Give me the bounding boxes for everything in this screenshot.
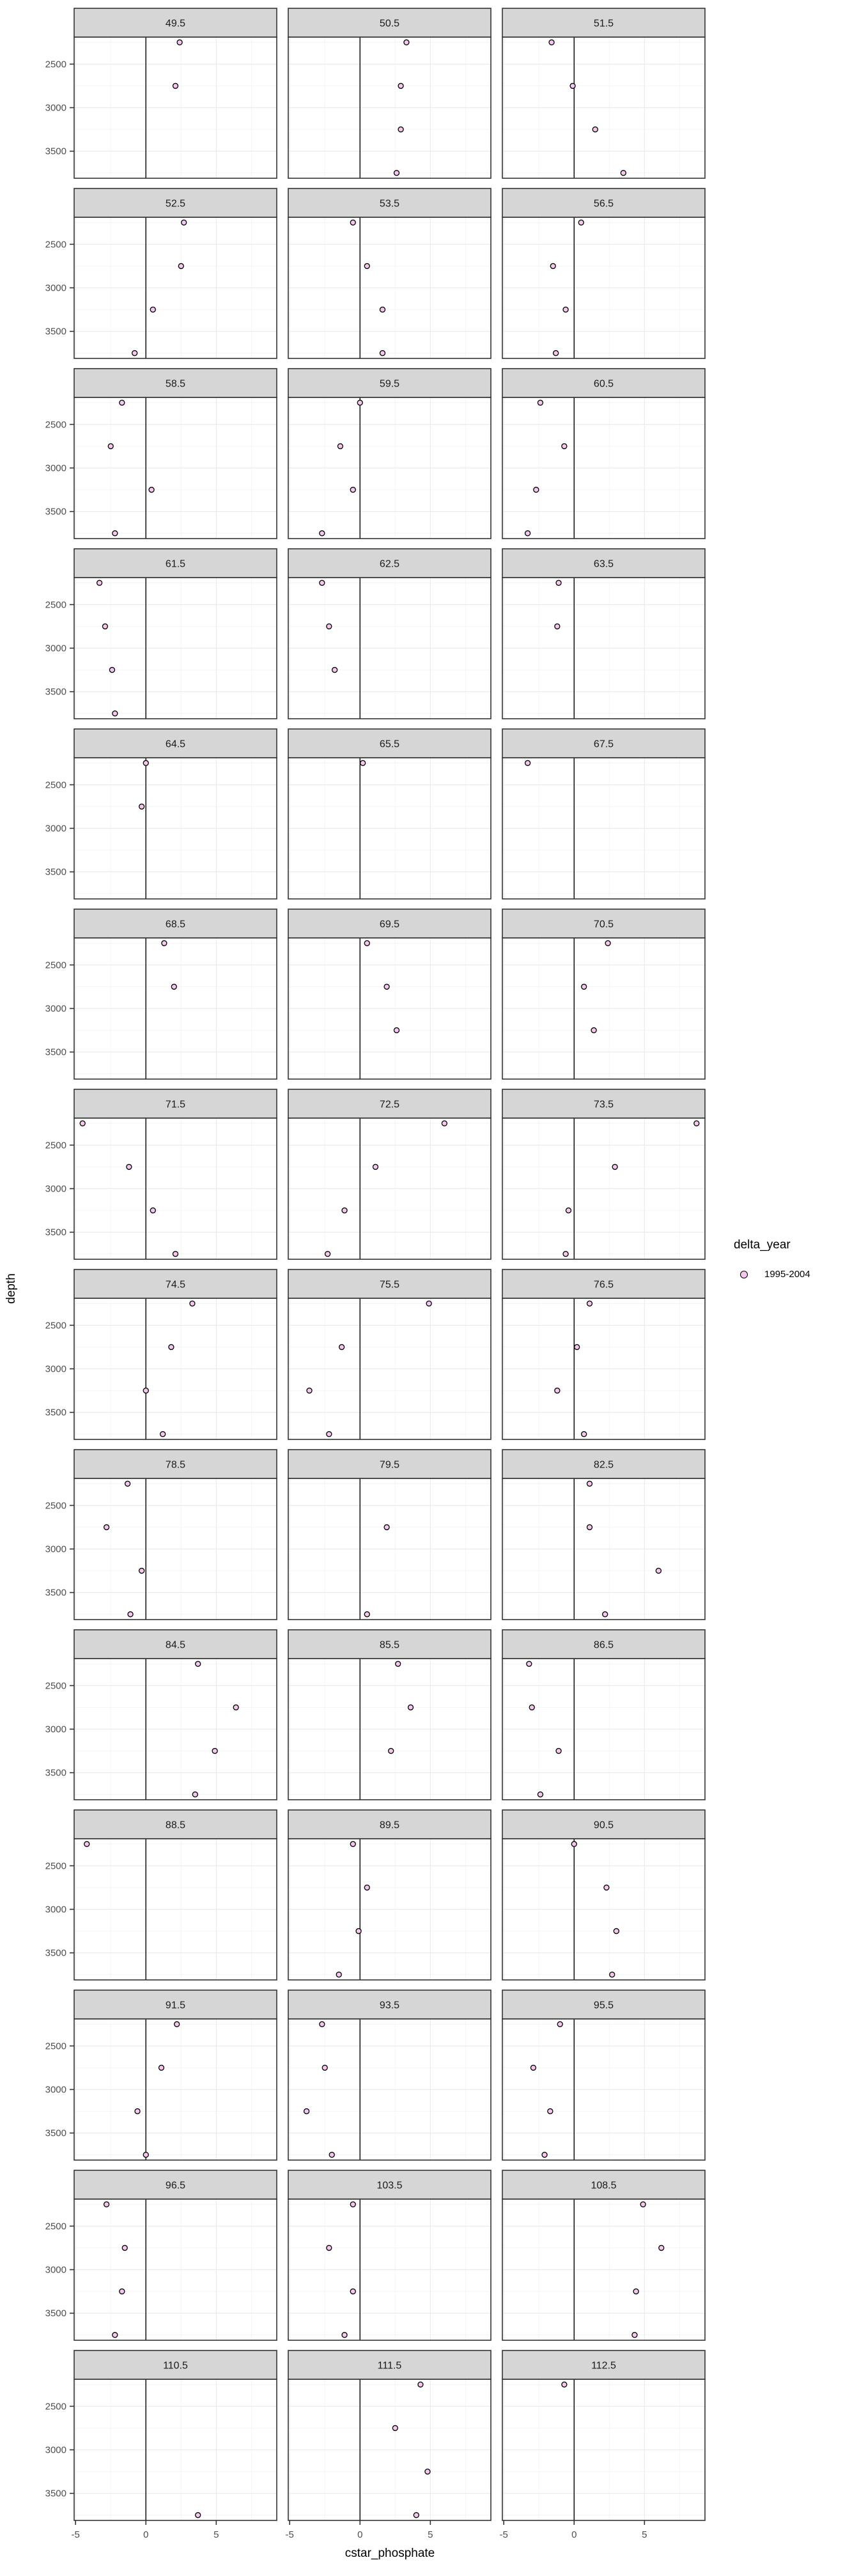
data-point xyxy=(418,2382,423,2387)
data-point xyxy=(139,804,144,809)
facet-strip-label: 61.5 xyxy=(165,558,186,570)
legend-title: delta_year xyxy=(734,1238,791,1252)
data-point xyxy=(120,400,125,405)
y-tick-label: 2500 xyxy=(45,2401,66,2412)
facet-strip-label: 69.5 xyxy=(379,919,400,930)
data-point xyxy=(548,2109,553,2114)
x-tick-label: 5 xyxy=(213,2529,219,2540)
data-point xyxy=(542,2152,547,2158)
data-point xyxy=(587,1481,592,1486)
data-point xyxy=(150,307,155,312)
data-point xyxy=(621,171,626,176)
data-point xyxy=(525,531,530,536)
data-point xyxy=(553,351,559,356)
data-point xyxy=(350,220,355,225)
x-tick-label: 0 xyxy=(357,2529,363,2540)
data-point xyxy=(192,1792,197,1797)
data-point xyxy=(562,2382,567,2387)
data-point xyxy=(104,1524,109,1529)
data-point xyxy=(394,1028,399,1033)
data-point xyxy=(150,1208,155,1213)
legend-item xyxy=(734,1269,859,1280)
data-point xyxy=(143,760,148,765)
data-point xyxy=(398,127,403,132)
y-tick-label: 2500 xyxy=(45,1140,66,1151)
data-point xyxy=(128,1612,133,1617)
facet-strip-label: 56.5 xyxy=(593,198,614,210)
y-tick-label: 2500 xyxy=(45,1320,66,1331)
data-point xyxy=(327,624,332,629)
y-tick-label: 3000 xyxy=(45,1183,66,1195)
y-tick-label: 2500 xyxy=(45,239,66,250)
data-point xyxy=(350,2289,355,2294)
y-tick-label: 3500 xyxy=(45,1767,66,1779)
data-point xyxy=(640,2202,646,2207)
data-point xyxy=(336,1972,341,1977)
data-point xyxy=(394,171,399,176)
data-point xyxy=(384,1524,389,1529)
data-point xyxy=(570,83,575,88)
data-point xyxy=(563,1252,568,1257)
data-point xyxy=(125,1481,130,1486)
data-point xyxy=(694,1121,699,1126)
data-point xyxy=(169,1344,174,1349)
y-tick-label: 3500 xyxy=(45,1587,66,1598)
data-point xyxy=(104,2202,109,2207)
data-point xyxy=(612,1164,617,1169)
facet-strip-label: 82.5 xyxy=(593,1459,614,1471)
data-point xyxy=(592,127,598,132)
facet-strip-label: 73.5 xyxy=(593,1099,614,1110)
x-tick-label: 0 xyxy=(571,2529,577,2540)
data-point xyxy=(102,624,107,629)
data-point xyxy=(414,2513,419,2518)
data-point xyxy=(143,2152,148,2158)
y-tick-label: 3500 xyxy=(45,2488,66,2499)
data-point xyxy=(196,2513,201,2518)
data-point xyxy=(80,1121,85,1126)
data-point xyxy=(233,1705,238,1710)
data-point xyxy=(364,263,369,268)
data-point xyxy=(135,2109,140,2114)
x-tick-label: -5 xyxy=(71,2529,80,2540)
data-point xyxy=(578,220,584,225)
data-point xyxy=(555,1388,560,1393)
y-tick-label: 3500 xyxy=(45,686,66,698)
data-point xyxy=(605,940,610,946)
data-point xyxy=(320,531,325,536)
y-tick-label: 2500 xyxy=(45,1500,66,1512)
y-tick-label: 3000 xyxy=(45,1544,66,1555)
data-point xyxy=(373,1164,378,1169)
data-point xyxy=(442,1121,447,1126)
facet-strip-label: 71.5 xyxy=(165,1099,186,1110)
data-point xyxy=(120,2289,125,2294)
data-point xyxy=(610,1972,615,1977)
data-point xyxy=(139,1568,144,1574)
y-tick-label: 3000 xyxy=(45,1363,66,1375)
data-point xyxy=(320,2021,325,2027)
facet-strip-label: 86.5 xyxy=(593,1639,614,1651)
facet-strip-label: 74.5 xyxy=(165,1279,186,1291)
facet-strip-label: 64.5 xyxy=(165,739,186,750)
facet-strip-label: 60.5 xyxy=(593,378,614,390)
data-point xyxy=(632,2333,637,2338)
facet-strip-label: 53.5 xyxy=(379,198,400,210)
y-tick-label: 3000 xyxy=(45,2084,66,2096)
data-point xyxy=(582,1432,587,1437)
data-point xyxy=(426,1301,431,1306)
data-point xyxy=(112,2333,118,2338)
y-tick-label: 2500 xyxy=(45,2221,66,2232)
x-tick-label: -5 xyxy=(499,2529,508,2540)
data-point xyxy=(575,1344,580,1349)
y-tick-label: 3500 xyxy=(45,1227,66,1238)
data-point xyxy=(587,1524,592,1529)
facet-strip-label: 90.5 xyxy=(593,1820,614,1831)
data-point xyxy=(525,760,530,765)
data-point xyxy=(614,1929,619,1934)
facet-strip-label: 67.5 xyxy=(593,739,614,750)
y-tick-label: 2500 xyxy=(45,599,66,611)
x-tick-label: 5 xyxy=(642,2529,647,2540)
data-point xyxy=(109,668,114,673)
facet-strip-label: 91.5 xyxy=(165,2000,186,2011)
data-point xyxy=(171,984,176,989)
y-tick-label: 3000 xyxy=(45,1724,66,1735)
facet-strip-label: 93.5 xyxy=(379,2000,400,2011)
x-axis-title: cstar_phosphate xyxy=(344,2547,435,2560)
data-point xyxy=(549,40,554,45)
data-point xyxy=(127,1164,132,1169)
y-tick-label: 3000 xyxy=(45,2264,66,2276)
data-point xyxy=(327,2245,332,2250)
data-point xyxy=(604,1885,609,1890)
data-point xyxy=(364,940,369,946)
data-point xyxy=(112,711,118,716)
data-point xyxy=(329,2152,334,2158)
data-point xyxy=(398,83,403,88)
facet-strip-label: 88.5 xyxy=(165,1820,186,1831)
y-tick-label: 2500 xyxy=(45,1860,66,1872)
y-tick-label: 3000 xyxy=(45,102,66,114)
data-point xyxy=(380,351,385,356)
data-point xyxy=(556,580,561,585)
facet-strip-label: 76.5 xyxy=(593,1279,614,1291)
facet-strip-label: 111.5 xyxy=(377,2360,402,2372)
y-axis-title: depth xyxy=(4,1273,18,1304)
data-point xyxy=(307,1388,312,1393)
y-tick-label: 3500 xyxy=(45,1046,66,1058)
data-point xyxy=(149,487,154,493)
y-tick-label: 3000 xyxy=(45,1003,66,1015)
data-point xyxy=(587,1301,592,1306)
data-point xyxy=(322,2065,327,2070)
facet-strip-label: 84.5 xyxy=(165,1639,186,1651)
data-point xyxy=(337,443,343,448)
data-point xyxy=(190,1301,195,1306)
data-point xyxy=(160,1432,166,1437)
data-point xyxy=(591,1028,596,1033)
y-tick-label: 2500 xyxy=(45,779,66,791)
data-point xyxy=(404,40,409,45)
data-point xyxy=(396,1661,401,1666)
data-point xyxy=(342,2333,347,2338)
data-point xyxy=(538,1792,543,1797)
data-point xyxy=(132,351,137,356)
data-point xyxy=(562,443,567,448)
data-point xyxy=(212,1749,217,1754)
data-point xyxy=(603,1612,608,1617)
data-point xyxy=(356,1929,361,1934)
data-point xyxy=(327,1432,332,1437)
data-point xyxy=(108,443,113,448)
data-point xyxy=(534,487,539,493)
y-tick-label: 3000 xyxy=(45,643,66,654)
y-tick-label: 3500 xyxy=(45,866,66,878)
facet-strip-label: 110.5 xyxy=(163,2360,188,2372)
facet-strip-label: 85.5 xyxy=(379,1639,400,1651)
data-point xyxy=(550,263,555,268)
data-point xyxy=(384,984,389,989)
y-tick-label: 3000 xyxy=(45,2444,66,2456)
data-point xyxy=(392,2425,398,2430)
facet-strip-label: 72.5 xyxy=(379,1099,400,1110)
facet-strip-label: 108.5 xyxy=(591,2180,617,2191)
facet-strip-label: 112.5 xyxy=(591,2360,616,2372)
data-point xyxy=(304,2109,309,2114)
legend-item-label: 1995-2004 xyxy=(764,1269,810,1280)
data-point xyxy=(357,400,362,405)
data-point xyxy=(178,263,183,268)
facet-strip-label: 49.5 xyxy=(165,18,186,29)
facet-strip-label: 95.5 xyxy=(593,2000,614,2011)
data-point xyxy=(112,531,118,536)
data-point xyxy=(563,307,568,312)
facet-strip-label: 58.5 xyxy=(165,378,186,390)
data-point xyxy=(339,1344,344,1349)
data-point xyxy=(633,2289,638,2294)
data-point xyxy=(656,1568,661,1574)
data-point xyxy=(425,2469,430,2474)
y-tick-label: 3000 xyxy=(45,463,66,474)
facet-strip-label: 70.5 xyxy=(593,919,614,930)
data-point xyxy=(350,2202,355,2207)
data-point xyxy=(196,1661,201,1666)
facet-strip-label: 62.5 xyxy=(379,558,400,570)
y-tick-label: 3000 xyxy=(45,282,66,294)
data-point xyxy=(566,1208,571,1213)
data-point xyxy=(350,487,355,493)
data-point xyxy=(380,307,385,312)
data-point xyxy=(529,1705,534,1710)
data-point xyxy=(582,984,587,989)
facet-strip-label: 75.5 xyxy=(379,1279,400,1291)
facet-strip-label: 63.5 xyxy=(593,558,614,570)
data-point xyxy=(122,2245,127,2250)
y-tick-label: 3500 xyxy=(45,146,66,157)
y-tick-label: 3500 xyxy=(45,1407,66,1418)
data-point xyxy=(556,1749,561,1754)
data-point xyxy=(659,2245,664,2250)
data-point xyxy=(182,220,187,225)
data-point xyxy=(320,580,325,585)
y-tick-label: 3500 xyxy=(45,1947,66,1959)
data-point xyxy=(143,1388,148,1393)
facet-strip-label: 89.5 xyxy=(379,1820,400,1831)
facet-strip-label: 52.5 xyxy=(165,198,186,210)
y-tick-label: 3500 xyxy=(45,506,66,518)
data-point xyxy=(389,1749,394,1754)
y-tick-label: 3500 xyxy=(45,2308,66,2319)
data-point xyxy=(177,40,182,45)
y-tick-label: 3500 xyxy=(45,326,66,337)
y-tick-label: 2500 xyxy=(45,2041,66,2052)
facet-strip-label: 103.5 xyxy=(376,2180,403,2191)
data-point xyxy=(84,1841,89,1846)
y-tick-label: 3000 xyxy=(45,1904,66,1915)
y-tick-label: 2500 xyxy=(45,419,66,431)
data-point xyxy=(527,1661,532,1666)
data-point xyxy=(364,1885,369,1890)
facet-strip-label: 51.5 xyxy=(593,18,614,29)
data-point xyxy=(364,1612,369,1617)
open-circle-marker-icon xyxy=(740,1271,748,1278)
y-tick-label: 2500 xyxy=(45,1680,66,1692)
data-point xyxy=(332,668,337,673)
data-point xyxy=(557,2021,562,2027)
data-point xyxy=(173,1252,178,1257)
y-tick-label: 2500 xyxy=(45,960,66,971)
data-point xyxy=(97,580,102,585)
y-tick-label: 2500 xyxy=(45,59,66,70)
data-point xyxy=(173,83,178,88)
data-point xyxy=(159,2065,164,2070)
facet-strip-label: 50.5 xyxy=(379,18,400,29)
data-point xyxy=(360,760,366,765)
data-point xyxy=(571,1841,577,1846)
data-point xyxy=(342,1208,347,1213)
facet-strip-label: 65.5 xyxy=(379,739,400,750)
y-tick-label: 3000 xyxy=(45,823,66,834)
data-point xyxy=(350,1841,355,1846)
data-point xyxy=(408,1705,414,1710)
y-tick-label: 3500 xyxy=(45,2128,66,2139)
facet-strip-label: 78.5 xyxy=(165,1459,186,1471)
x-tick-label: 0 xyxy=(143,2529,149,2540)
facet-strip-label: 59.5 xyxy=(379,378,400,390)
data-point xyxy=(174,2021,180,2027)
data-point xyxy=(555,624,560,629)
data-point xyxy=(162,940,167,946)
x-tick-label: 5 xyxy=(428,2529,433,2540)
legend xyxy=(734,1238,859,1280)
facet-strip-label: 68.5 xyxy=(165,919,186,930)
facet-strip-label: 79.5 xyxy=(379,1459,400,1471)
data-point xyxy=(530,2065,536,2070)
data-point xyxy=(325,1252,330,1257)
facet-strip-label: 96.5 xyxy=(165,2180,186,2191)
data-point xyxy=(538,400,543,405)
x-tick-label: -5 xyxy=(285,2529,294,2540)
